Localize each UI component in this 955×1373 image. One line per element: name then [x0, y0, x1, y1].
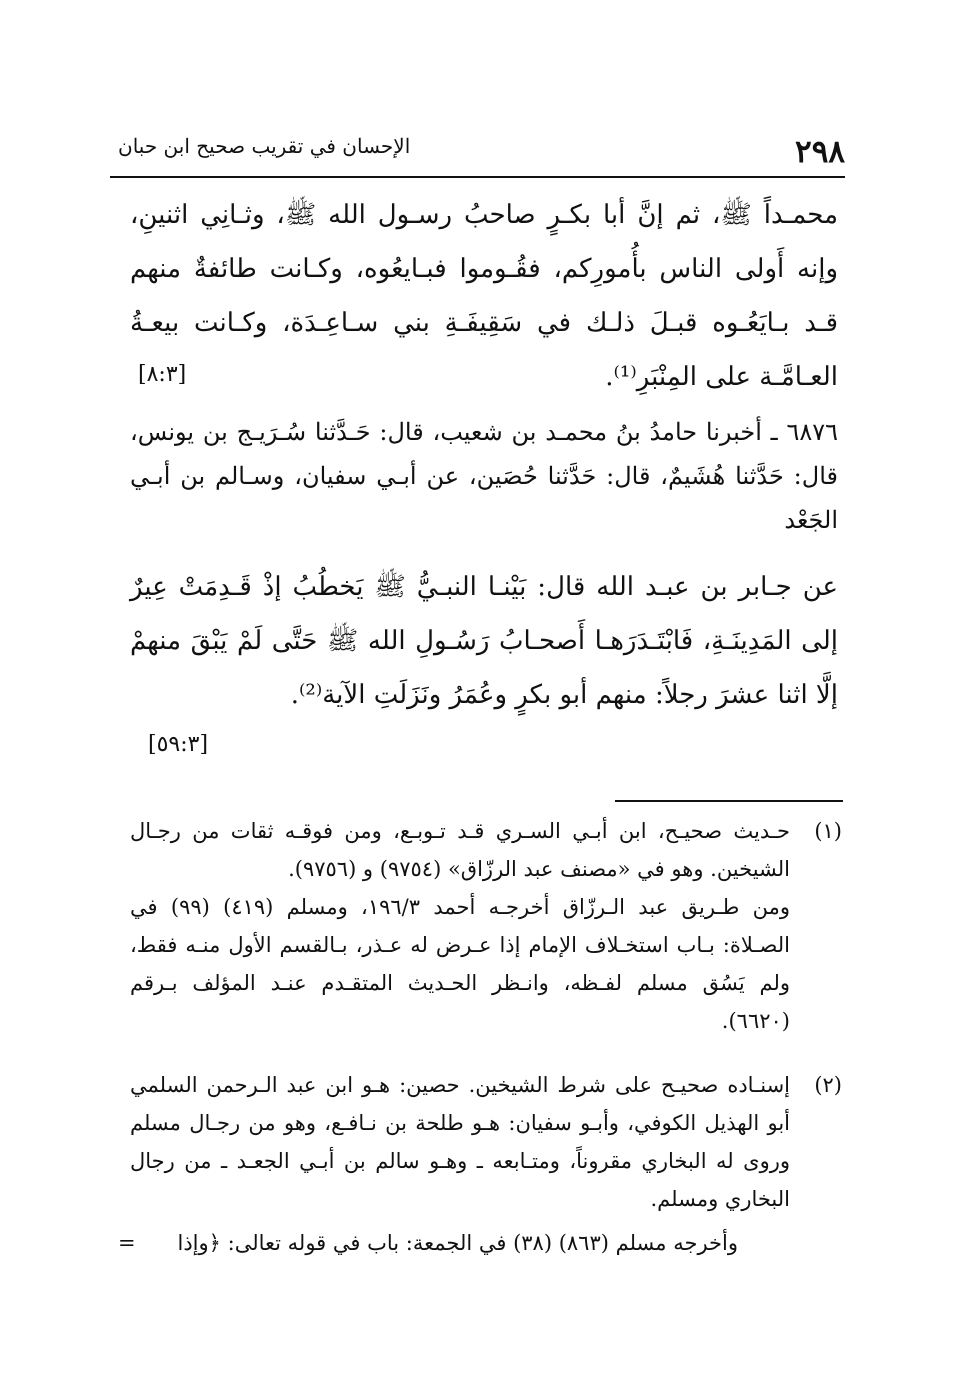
hadith-isnad	[130, 410, 838, 542]
footnote-1	[130, 812, 842, 1040]
hadith-text-continued	[130, 188, 838, 404]
continuation-mark: =	[118, 1231, 136, 1255]
page-number: ٢٩٨	[795, 134, 845, 170]
paragraph-2: ٦٨٧٦ ـ أخبرنا حامدُ بنُ محمـد بن شعيب، قال: حَـدَّثنا سُـرَيـج بن يونس، قال: حَدَّثنا هُشَيمٌ، قال: حَدَّثنا حُصَين، عن أبـي سفيان، وسـالم بن أبـي الجَعْد	[130, 418, 838, 534]
footnote-continuation-line: وأخرجه مسلم (٨٦٣) (٣٨) في الجمعة: باب في قوله تعالى: ﴿وإذا	[177, 1231, 738, 1255]
footnote-paragraph: ومن طـريق عبد الـرزّاق أخرجـه أحمد ١٩٦/٣، ومسلم (٤١٩) (٩٩) في الصـلاة: بـاب استخـلاف الإمام إذا عـرض له عـذر، بـالقسم الأول منـه فقط، ولم يَسُق مسلم لفـظه، وانـظر الحـديث المتقـدم عنـد المؤلف بـرقم (٦٦٢٠).	[130, 895, 791, 1033]
reference-marker-2: [٥٩:٣]	[148, 732, 209, 757]
page-header	[110, 128, 845, 172]
footnote-paragraph: حـديث صحيـح، ابن أبـي السـري قـد تـوبـع، ومن فوقـه ثقات من رجـال الشيخين. وهو في «مصنف عبد الرزّاق» (٩٧٥٤) و (٩٧٥٦).	[130, 819, 790, 881]
paragraph-1: محمـداً ﷺ، ثم إنَّ أبا بكـرٍ صاحبُ رسـول الله ﷺ، وثـانِي اثنينِ، وإنه أَولى الناس بأُمورِكم، فقُـوموا فبـايعُوه، وكـانت طائفةٌ منهم قـد بـايَعُـوه قبـلَ ذلـك في سَقِيفَـةِ بني سـاعِـدَة، وكـانت بيعـةُ العـامَّـة على المِنْبَرِ⁽¹⁾.	[130, 200, 838, 392]
footnote-number: (١)	[814, 819, 842, 843]
footnote-rule	[615, 800, 843, 802]
hadith-matn	[130, 560, 838, 722]
reference-marker-1: [٨:٣]	[138, 362, 187, 387]
running-title: الإحسان في تقريب صحيح ابن حبان	[118, 134, 411, 158]
header-rule	[110, 176, 845, 178]
footnote-number: (٢)	[814, 1073, 842, 1097]
footnote-2	[130, 1066, 842, 1218]
footnote-paragraph: إسنـاده صحيـح على شرط الشيخين. حصين: هـو ابن عبد الـرحمن السلمي أبو الهذيل الكوفي، وأبـو سفيان: هـو طلحة بن نـافـع، وهو من رجـال مسلم وروى له البخاري مقروناً، ومتـابعه ـ وهـو سالم بن أبـي الجعـد ـ من رجال البخاري ومسلم.	[130, 1073, 790, 1211]
paragraph-3: عن جـابر بن عبـد الله قال: بَيْنـا النبـيُّ ﷺ يَخطُبُ إذْ قَـدِمَتْ عِيرٌ إلى المَدِينَـةِ، فَابْتَـدَرَهـا أَصحـابُ رَسُـولِ الله ﷺ حَتَّى لَمْ يَبْقَ منهمْ إلَّا اثنا عشرَ رجلاً: منهم أبو بكرٍ وعُمَرُ ونَزَلَتِ الآية⁽²⁾.	[130, 572, 838, 710]
